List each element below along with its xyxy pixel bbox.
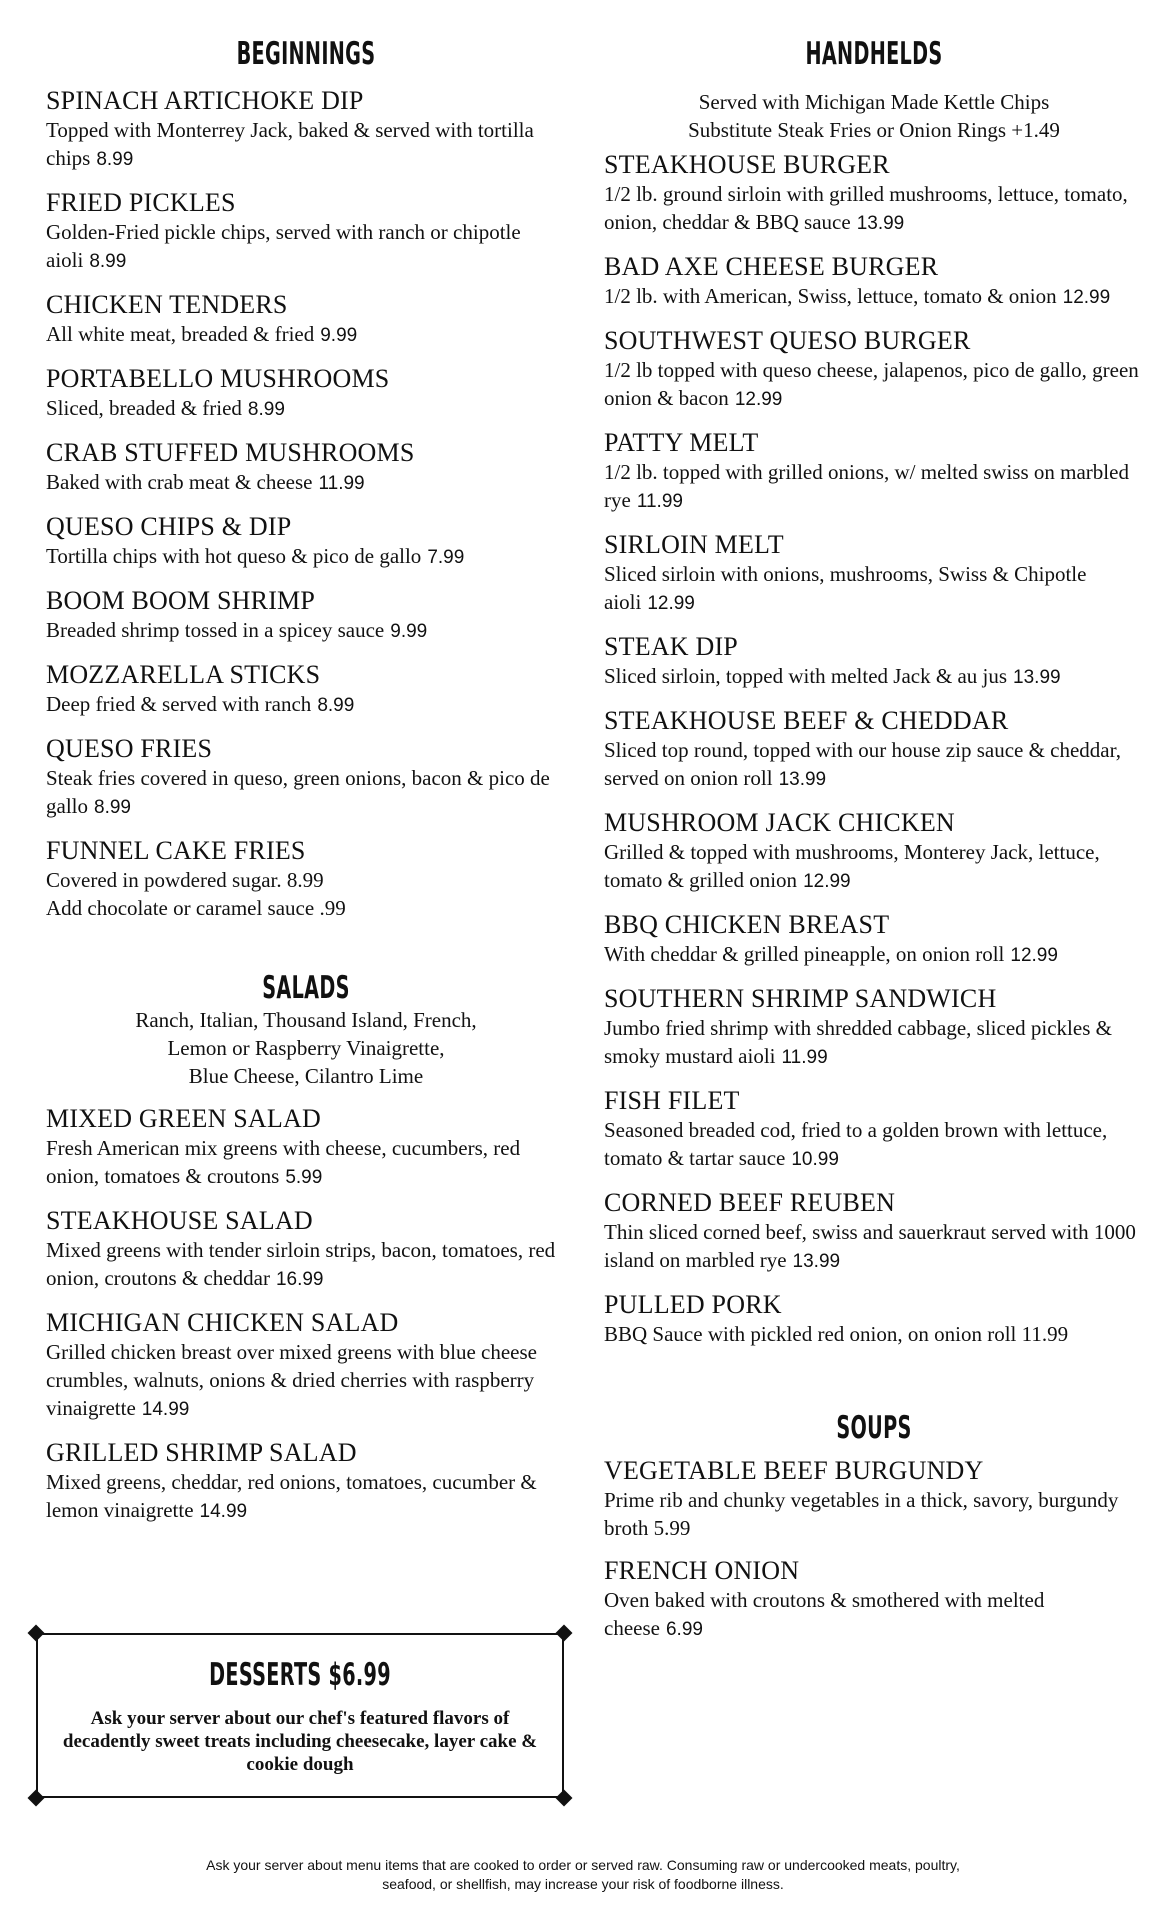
item-desc [604,736,1144,794]
item-price: 13.99 [1013,667,1061,688]
item-desc: Prime rib and chunky vegetables in a thick, savory, burgundy broth 5.99 [604,1488,1119,1540]
item-desc-text: Baked with crab meat & cheese [46,470,313,494]
menu-item [46,836,566,922]
item-desc [46,1236,566,1294]
item-price: 10.99 [791,1149,839,1170]
desserts-box [36,1633,564,1798]
item-desc-text: Mixed greens, cheddar, red onions, tomatoes, cucumber & lemon vinaigrette [46,1470,537,1522]
item-desc [604,1116,1144,1174]
item-name: QUESO FRIES [46,734,213,763]
menu-item [46,438,566,498]
dressing-line: Ranch, Italian, Thousand Island, French, [135,1008,477,1032]
item-price: 13.99 [792,1251,841,1272]
item-price: 11.99 [781,1047,828,1068]
item-desc [604,458,1144,516]
item-name: SPINACH ARTICHOKE DIP [46,86,364,115]
item-desc-text: 1/2 lb. with American, Swiss, lettuce, tomato & onion [604,284,1057,308]
item-name: MIXED GREEN SALAD [46,1104,321,1133]
item-desc-text: With cheddar & grilled pineapple, on onion roll [604,942,1005,966]
item-name: PORTABELLO MUSHROOMS [46,364,390,393]
item-price: 8.99 [96,149,134,170]
item-desc [604,1586,1144,1644]
item-desc [604,180,1144,238]
item-price: 13.99 [856,213,905,234]
item-price: 12.99 [1062,287,1111,308]
item-price: 12.99 [1010,945,1058,966]
desserts-heading [138,1657,463,1693]
item-desc [46,320,566,350]
menu-item [604,984,1144,1072]
raw-food-disclaimer [0,1856,1166,1894]
item-price: 12.99 [803,871,851,892]
item-desc-text: Sliced top round, topped with our house zip sauce & cheddar, served on onion roll [604,738,1122,790]
item-name: FISH FILET [604,1086,740,1115]
menu-item [46,1104,566,1192]
item-desc [46,1134,566,1192]
item-desc-text: Mixed greens with tender sirloin strips, bacon, tomatoes, red onion, croutons & cheddar [46,1238,556,1290]
disclaimer-line: seafood, or shellfish, may increase your risk of foodborne illness. [382,1876,784,1892]
menu-item [604,326,1144,414]
salads-list [46,1104,566,1526]
menu-item [46,660,566,720]
menu-item [604,632,1144,692]
item-price: 13.99 [778,769,827,790]
item-desc-text: Oven baked with croutons & smothered with melted cheese [604,1588,1045,1640]
item-price: 14.99 [199,1501,248,1522]
item-name: STEAK DIP [604,632,738,661]
desserts-title: DESSERTS [209,1657,322,1693]
item-desc [604,560,1144,618]
dressing-line: Lemon or Raspberry Vinaigrette, [167,1036,445,1060]
item-name: CRAB STUFFED MUSHROOMS [46,438,415,467]
item-name: BBQ CHICKEN BREAST [604,910,890,939]
item-price: 12.99 [647,593,695,614]
item-desc-text: Grilled chicken breast over mixed greens with blue cheese crumbles, walnuts, onions & dried cherries with raspberry vinaigrette [46,1340,537,1420]
item-name: BAD AXE CHEESE BURGER [604,252,939,281]
menu-item [46,734,566,822]
menu-item [604,150,1144,238]
handhelds-heading: HANDHELDS [805,36,943,72]
item-desc-text: Sliced sirloin, topped with melted Jack & au jus [604,664,1008,688]
item-price: 6.99 [665,1619,703,1640]
item-desc-extra: Add chocolate or caramel sauce .99 [46,896,346,920]
item-desc-text: Thin sliced corned beef, swiss and sauerkraut served with 1000 island on marbled rye [604,1220,1136,1272]
item-desc: BBQ Sauce with pickled red onion, on onion roll 11.99 [604,1322,1069,1346]
item-desc-text: Deep fried & served with ranch [46,692,312,716]
item-desc-text: Steak fries covered in queso, green onions, bacon & pico de gallo [46,766,550,818]
item-name: PULLED PORK [604,1290,782,1319]
item-desc [46,394,566,424]
item-desc-text: Jumbo fried shrimp with shredded cabbage, sliced pickles & smoky mustard aioli [604,1016,1112,1068]
beginnings-list [46,86,566,922]
menu-item [604,808,1144,896]
item-desc-text: Tortilla chips with hot queso & pico de gallo [46,544,422,568]
item-desc [46,1338,566,1424]
item-desc [604,282,1144,312]
soups-list [604,1456,1144,1644]
item-desc [604,940,1144,970]
item-desc [604,662,1144,692]
desserts-price: $6.99 [328,1657,391,1693]
item-name: SOUTHWEST QUESO BURGER [604,326,971,355]
item-price: 11.99 [318,473,365,494]
corner-diamond [28,1625,45,1642]
menu-item [604,1290,1144,1348]
menu-item [46,586,566,646]
menu-item [46,86,566,174]
menu-item [46,364,566,424]
item-name: VEGETABLE BEEF BURGUNDY [604,1456,984,1485]
item-desc [604,1218,1144,1276]
beginnings-heading: BEGINNINGS [236,36,376,72]
menu-item [46,1308,566,1424]
item-desc [604,1014,1144,1072]
item-desc-text: Topped with Monterrey Jack, baked & served with tortilla chips [46,118,534,170]
item-name: CORNED BEEF REUBEN [604,1188,896,1217]
handhelds-note: Substitute Steak Fries or Onion Rings +1.49 [688,118,1060,142]
item-desc [46,616,566,646]
item-desc-text: 1/2 lb. topped with grilled onions, w/ melted swiss on marbled rye [604,460,1129,512]
item-name: STEAKHOUSE BURGER [604,150,890,179]
item-price: 8.99 [94,797,131,818]
menu-item [604,910,1144,970]
desserts-note: Ask your server about our chef's featured flavors of decadently sweet treats including cheesecake, layer cake & cookie dough [62,1708,538,1775]
left-column [46,36,566,1526]
item-name: FUNNEL CAKE FRIES [46,836,306,865]
dressing-line: Blue Cheese, Cilantro Lime [188,1064,424,1088]
menu-item [604,428,1144,516]
item-name: FRIED PICKLES [46,188,236,217]
item-name: GRILLED SHRIMP SALAD [46,1438,357,1467]
menu-item [604,1086,1144,1174]
item-price: 9.99 [390,621,428,642]
menu-item [46,188,566,276]
menu-item [604,530,1144,618]
right-column [604,36,1144,1644]
item-desc-text: 1/2 lb topped with queso cheese, jalapenos, pico de gallo, green onion & bacon [604,358,1139,410]
item-name: STEAKHOUSE SALAD [46,1206,313,1235]
handhelds-note: Served with Michigan Made Kettle Chips [698,90,1050,114]
menu-item [604,252,1144,312]
item-price: 11.99 [636,491,683,512]
menu-item [46,512,566,572]
soups-heading: SOUPS [836,1410,912,1446]
item-name: MICHIGAN CHICKEN SALAD [46,1308,399,1337]
item-desc [604,838,1144,896]
item-desc [46,690,566,720]
item-desc [46,218,566,276]
item-name: MUSHROOM JACK CHICKEN [604,808,955,837]
item-desc-text: 1/2 lb. ground sirloin with grilled mushrooms, lettuce, tomato, onion, cheddar & BBQ sauce [604,182,1128,234]
item-desc-text: Breaded shrimp tossed in a spicey sauce [46,618,385,642]
menu-item [604,1456,1144,1542]
item-desc [46,116,566,174]
item-desc [46,764,566,822]
item-name: STEAKHOUSE BEEF & CHEDDAR [604,706,1009,735]
menu-item [46,1206,566,1294]
item-price: 9.99 [320,325,358,346]
menu-item [604,1188,1144,1276]
item-price: 16.99 [275,1269,324,1290]
item-desc-text: All white meat, breaded & fried [46,322,315,346]
menu-item [46,290,566,350]
item-price: 8.99 [247,399,285,420]
item-name: QUESO CHIPS & DIP [46,512,292,541]
menu-item [604,1556,1144,1644]
menu-item [604,706,1144,794]
item-desc: Covered in powdered sugar. 8.99 [46,868,324,892]
item-name: PATTY MELT [604,428,759,457]
item-desc-text: Golden-Fried pickle chips, served with ranch or chipotle aioli [46,220,521,272]
disclaimer-line: Ask your server about menu items that are cooked to order or served raw. Consuming raw or undercooked meats, poultry, [206,1857,960,1873]
item-price: 7.99 [427,547,465,568]
item-desc [46,1468,566,1526]
handhelds-list [604,150,1144,1348]
salads-heading: SALADS [262,970,350,1006]
item-price: 14.99 [141,1399,190,1420]
item-desc-text: Sliced sirloin with onions, mushrooms, Swiss & Chipotle aioli [604,562,1087,614]
corner-diamond [556,1625,573,1642]
item-desc-text: Sliced, breaded & fried [46,396,242,420]
item-price: 5.99 [285,1167,323,1188]
item-desc-text: Grilled & topped with mushrooms, Monterey Jack, lettuce, tomato & grilled onion [604,840,1100,892]
item-desc [46,468,566,498]
item-name: SOUTHERN SHRIMP SANDWICH [604,984,997,1013]
item-price: 12.99 [734,389,783,410]
item-desc [46,542,566,572]
item-name: MOZZARELLA STICKS [46,660,321,689]
item-name: SIRLOIN MELT [604,530,784,559]
item-desc [604,356,1144,414]
item-desc-text: Fresh American mix greens with cheese, cucumbers, red onion, tomatoes & croutons [46,1136,521,1188]
item-price: 8.99 [317,695,355,716]
item-name: FRENCH ONION [604,1556,800,1585]
item-price: 8.99 [89,251,127,272]
item-name: CHICKEN TENDERS [46,290,288,319]
corner-diamond [28,1790,45,1807]
menu-item [46,1438,566,1526]
corner-diamond [556,1790,573,1807]
item-name: BOOM BOOM SHRIMP [46,586,316,615]
item-desc-text: Seasoned breaded cod, fried to a golden brown with lettuce, tomato & tartar sauce [604,1118,1108,1170]
